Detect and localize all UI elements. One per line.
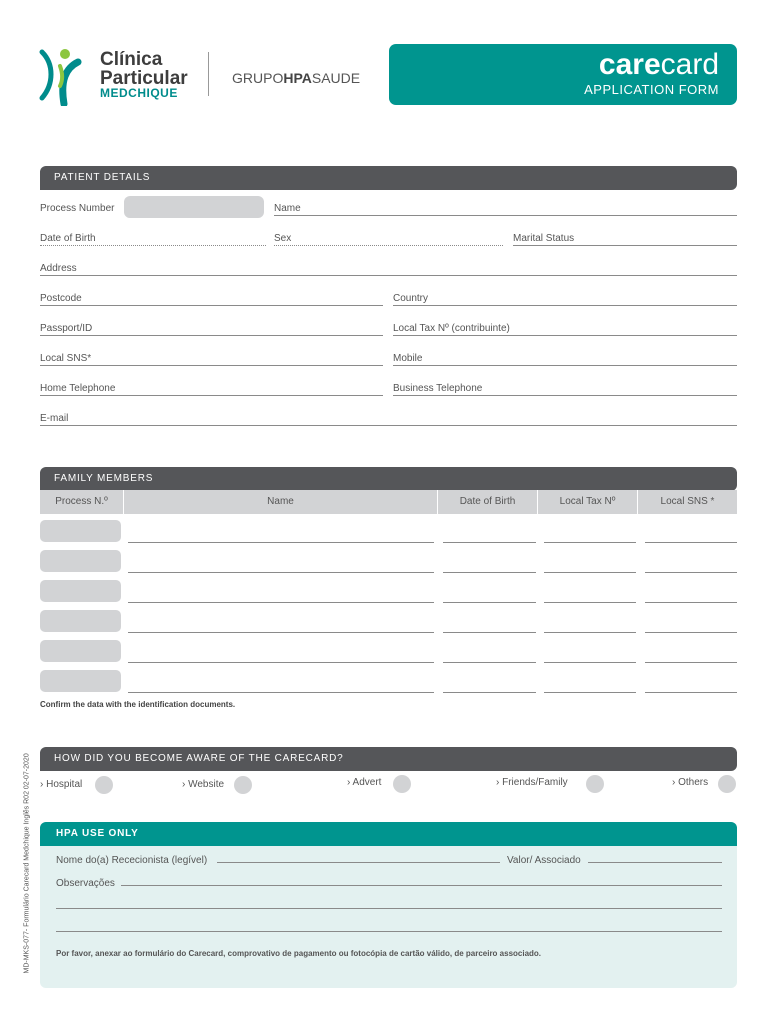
- local-sns-field[interactable]: [40, 365, 383, 366]
- card-bold: care: [598, 48, 661, 81]
- valor-field[interactable]: [588, 862, 722, 863]
- home-tel-label: Home Telephone: [40, 383, 116, 394]
- option-advert-checkbox[interactable]: [393, 775, 411, 793]
- country-field[interactable]: [393, 305, 737, 306]
- card-light: card: [660, 48, 719, 81]
- family-dob-field[interactable]: [443, 662, 536, 663]
- family-dob-field[interactable]: [443, 542, 536, 543]
- family-name-field[interactable]: [128, 602, 434, 603]
- local-tax-label: Local Tax Nº (contribuinte): [393, 323, 510, 334]
- marital-field[interactable]: [513, 245, 737, 246]
- patient-details-header: PATIENT DETAILS: [40, 166, 737, 190]
- option-hospital-label: › Hospital: [40, 779, 83, 790]
- logo-divider: [208, 52, 209, 96]
- family-name-field[interactable]: [128, 662, 434, 663]
- hpa-note: Por favor, anexar ao formulário do Carecard, comprovativo de pagamento ou fotocópia de cartão válido, de parceiro associado.: [56, 949, 542, 958]
- observacoes-field-2[interactable]: [56, 908, 722, 909]
- family-tax-field[interactable]: [544, 692, 636, 693]
- receptionist-field[interactable]: [217, 862, 500, 863]
- document-code: MD-MKS-077- Formulário Carecard Medchique Inglês R02 02-07-2020: [23, 753, 31, 974]
- option-others-label: › Others: [672, 777, 709, 788]
- business-tel-field[interactable]: [393, 395, 737, 396]
- email-field[interactable]: [40, 425, 737, 426]
- passport-field[interactable]: [40, 335, 383, 336]
- family-tax-field[interactable]: [544, 662, 636, 663]
- observacoes-field-1[interactable]: [121, 885, 722, 886]
- email-label: E-mail: [40, 413, 69, 424]
- postcode-label: Postcode: [40, 293, 82, 304]
- family-tax-field[interactable]: [544, 542, 636, 543]
- option-friends-checkbox[interactable]: [586, 775, 604, 793]
- logo-line1: Clínica: [100, 49, 163, 70]
- clinica-logo-icon: [38, 46, 98, 106]
- family-dob-field[interactable]: [443, 632, 536, 633]
- family-process-input[interactable]: [40, 550, 121, 572]
- name-field[interactable]: [274, 215, 737, 216]
- business-tel-label: Business Telephone: [393, 383, 483, 394]
- marital-label: Marital Status: [513, 233, 575, 244]
- awareness-header: HOW DID YOU BECOME AWARE OF THE CARECARD?: [40, 747, 737, 771]
- option-friends-label: › Friends/Family: [496, 777, 568, 788]
- dob-field[interactable]: [40, 245, 266, 246]
- observacoes-label: Observações: [56, 878, 115, 889]
- option-hospital-checkbox[interactable]: [95, 776, 113, 794]
- mobile-field[interactable]: [393, 365, 737, 366]
- col-local-sns: Local SNS *: [660, 496, 715, 507]
- family-name-field[interactable]: [128, 692, 434, 693]
- form-subtitle: APPLICATION FORM: [584, 82, 719, 97]
- country-label: Country: [393, 293, 429, 304]
- option-website-checkbox[interactable]: [234, 776, 252, 794]
- sex-field[interactable]: [274, 245, 503, 246]
- family-process-input[interactable]: [40, 520, 121, 542]
- family-dob-field[interactable]: [443, 602, 536, 603]
- hpa-use-header: HPA USE ONLY: [40, 822, 737, 846]
- family-sns-field[interactable]: [645, 572, 737, 573]
- sex-label: Sex: [274, 233, 292, 244]
- grupo-suffix: SAUDE: [311, 70, 361, 86]
- process-number-input[interactable]: [124, 196, 264, 218]
- family-dob-field[interactable]: [443, 692, 536, 693]
- carecard-banner: [389, 44, 737, 105]
- family-tax-field[interactable]: [544, 632, 636, 633]
- col-name: Name: [124, 490, 438, 514]
- option-advert-label: › Advert: [347, 777, 382, 788]
- grupo-prefix: GRUPO: [232, 70, 284, 86]
- address-label: Address: [40, 263, 77, 274]
- mobile-label: Mobile: [393, 353, 423, 364]
- hpa-use-box: [40, 822, 737, 988]
- local-tax-field[interactable]: [393, 335, 737, 336]
- observacoes-field-3[interactable]: [56, 931, 722, 932]
- dob-label: Date of Birth: [40, 233, 96, 244]
- postcode-field[interactable]: [40, 305, 383, 306]
- family-table-header: [40, 490, 737, 514]
- family-members-header: FAMILY MEMBERS: [40, 467, 737, 491]
- family-tax-field[interactable]: [544, 572, 636, 573]
- grupo-hpa-logo: [232, 70, 360, 86]
- col-local-tax: Local Tax Nº: [538, 490, 638, 514]
- carecard-title: [599, 48, 719, 82]
- family-sns-field[interactable]: [645, 542, 737, 543]
- passport-label: Passport/ID: [40, 323, 93, 334]
- family-dob-field[interactable]: [443, 572, 536, 573]
- family-process-input[interactable]: [40, 580, 121, 602]
- family-name-field[interactable]: [128, 542, 434, 543]
- local-sns-label: Local SNS*: [40, 353, 92, 364]
- family-process-input[interactable]: [40, 640, 121, 662]
- family-process-input[interactable]: [40, 610, 121, 632]
- option-others-checkbox[interactable]: [718, 775, 736, 793]
- process-number-label: Process Number: [40, 203, 115, 214]
- valor-label: Valor/ Associado: [507, 855, 581, 866]
- family-name-field[interactable]: [128, 572, 434, 573]
- family-sns-field[interactable]: [645, 632, 737, 633]
- confirm-note: Confirm the data with the identification documents.: [40, 700, 236, 709]
- address-field[interactable]: [40, 275, 737, 276]
- family-tax-field[interactable]: [544, 602, 636, 603]
- name-label: Name: [274, 203, 301, 214]
- family-sns-field[interactable]: [645, 692, 737, 693]
- receptionist-label: Nome do(a) Rececionista (legível): [56, 855, 208, 866]
- option-website-label: › Website: [182, 779, 225, 790]
- family-process-input[interactable]: [40, 670, 121, 692]
- logo-name: [100, 50, 188, 88]
- logo-subtitle: MEDCHIQUE: [100, 86, 178, 100]
- logo-line2: Particular: [100, 68, 188, 89]
- family-sns-field[interactable]: [645, 662, 737, 663]
- home-tel-field[interactable]: [40, 395, 383, 396]
- family-name-field[interactable]: [128, 632, 434, 633]
- col-dob: Date of Birth: [438, 490, 538, 514]
- col-process: Process N.º: [40, 490, 124, 514]
- grupo-bold: HPA: [283, 70, 312, 86]
- family-sns-field[interactable]: [645, 602, 737, 603]
